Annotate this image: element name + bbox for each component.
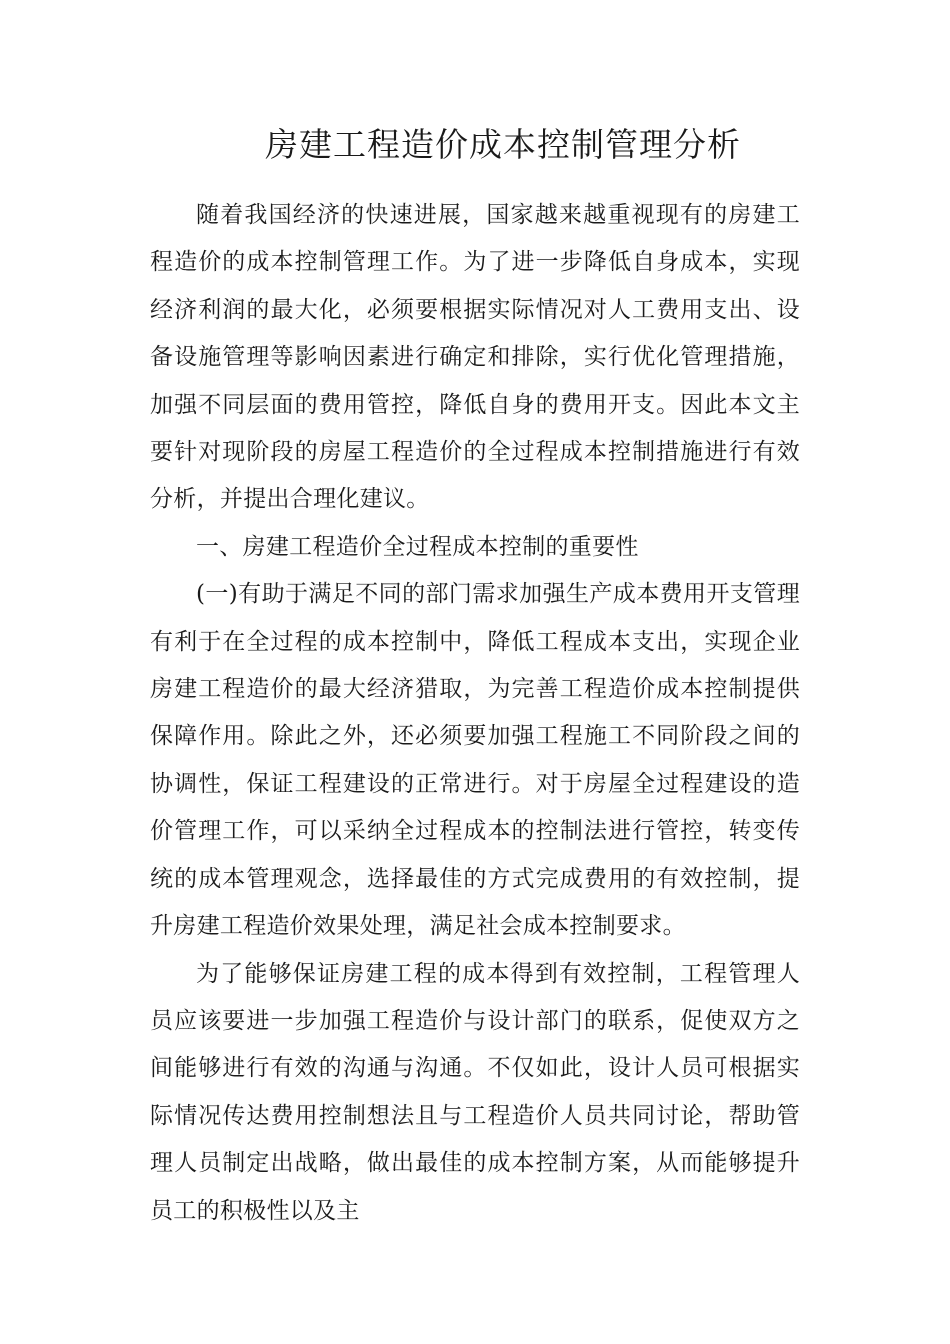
paragraph-intro: 随着我国经济的快速进展，国家越来越重视现有的房建工程造价的成本控制管理工作。为了进一步降低自身成本，实现经济利润的最大化，必须要根据实际情况对人工费用支出、设备设施管理等影响因素进行确定和排除，实行优化管理措施，加强不同层面的费用管控，降低自身的费用开支。因此本文主要针对现阶段的房屋工程造价的全过程成本控制措施进行有效分析，并提出合理化建议。 xyxy=(150,202,800,513)
paragraph-section-1-2: 为了能够保证房建工程的成本得到有效控制，工程管理人员应该要进一步加强工程造价与设计部门的联系，促使双方之间能够进行有效的沟通与沟通。不仅如此，设计人员可根据实际情况传达费用控制想法且与工程造价人员共同讨论，帮助管理人员制定出战略，做出最佳的成本控制方案，从而能够提升员工的积极性以及主 xyxy=(150,960,800,1224)
document-body xyxy=(150,192,800,1235)
paragraph-section-1-1: (一)有助于满足不同的部门需求加强生产成本费用开支管理有利于在全过程的成本控制中，降低工程成本支出，实现企业房建工程造价的最大经济猎取，为完善工程造价成本控制提供保障作用。除此之外，还必须要加强工程施工不同阶段之间的协调性，保证工程建设的正常进行。对于房屋全过程建设的造价管理工作，可以采纳全过程成本的控制法进行管控，转变传统的成本管理观念，选择最佳的方式完成费用的有效控制，提升房建工程造价效果处理，满足社会成本控制要求。 xyxy=(150,581,800,940)
document-title: 房建工程造价成本控制管理分析 xyxy=(265,125,741,164)
section-heading-1: 一、房建工程造价全过程成本控制的重要性 xyxy=(196,533,639,560)
